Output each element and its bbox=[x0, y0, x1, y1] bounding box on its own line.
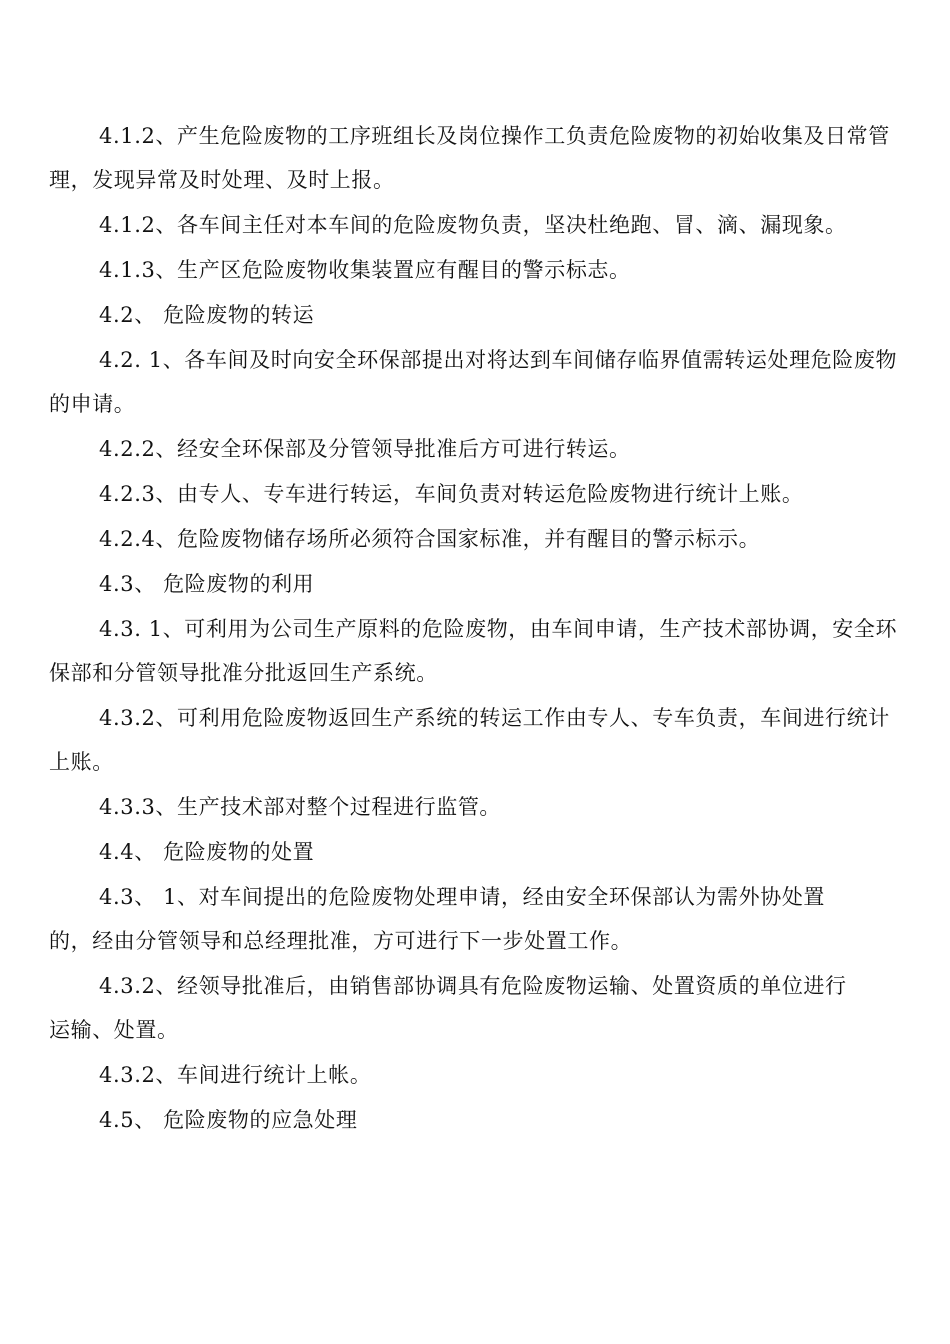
paragraph-4-1-2-a: 4.1.2、产生危险废物的工序班组长及岗位操作工负责危险废物的初始收集及日常管理，发现异常及时处理、及时上报。 bbox=[49, 124, 890, 192]
paragraph-4-3-3: 4.3.3、生产技术部对整个过程进行监管。 bbox=[99, 795, 502, 819]
paragraph-4-2-1: 4.2. 1、各车间及时向安全环保部提出对将达到车间储存临界值需转运处理危险废物的申请。 bbox=[49, 348, 898, 416]
paragraph-4-4-3: 4.3.2、车间进行统计上帐。 bbox=[99, 1063, 372, 1087]
paragraph-4-3-1: 4.3. 1、可利用为公司生产原料的危险废物，由车间申请，生产技术部协调，安全环保部和分管领导批准分批返回生产系统。 bbox=[49, 617, 898, 685]
paragraph-4-2-2: 4.2.2、经安全环保部及分管领导批准后方可进行转运。 bbox=[99, 437, 631, 461]
section-heading-4-4: 4.4、 危险废物的处置 bbox=[99, 840, 315, 864]
section-heading-4-2: 4.2、 危险废物的转运 bbox=[99, 303, 315, 327]
paragraph-4-2-3: 4.2.3、由专人、专车进行转运，车间负责对转运危险废物进行统计上账。 bbox=[99, 482, 804, 506]
paragraph-4-4-2: 4.3.2、经领导批准后，由销售部协调具有危险废物运输、处置资质的单位进行运输、处置。 bbox=[49, 974, 847, 1042]
section-heading-4-5: 4.5、 危险废物的应急处理 bbox=[99, 1108, 358, 1132]
section-heading-4-3: 4.3、 危险废物的利用 bbox=[99, 572, 315, 596]
document-page bbox=[49, 114, 900, 1143]
paragraph-4-4-1: 4.3、 1、对车间提出的危险废物处理申请，经由安全环保部认为需外协处置的，经由分管领导和总经理批准，方可进行下一步处置工作。 bbox=[49, 885, 826, 953]
paragraph-4-3-2: 4.3.2、可利用危险废物返回生产系统的转运工作由专人、专车负责，车间进行统计上账。 bbox=[49, 706, 890, 774]
paragraph-4-1-3: 4.1.3、生产区危险废物收集装置应有醒目的警示标志。 bbox=[99, 258, 631, 282]
paragraph-4-2-4: 4.2.4、危险废物储存场所必须符合国家标准，并有醒目的警示标示。 bbox=[99, 527, 761, 551]
paragraph-4-1-2-b: 4.1.2、各车间主任对本车间的危险废物负责，坚决杜绝跑、冒、滴、漏现象。 bbox=[99, 213, 847, 237]
